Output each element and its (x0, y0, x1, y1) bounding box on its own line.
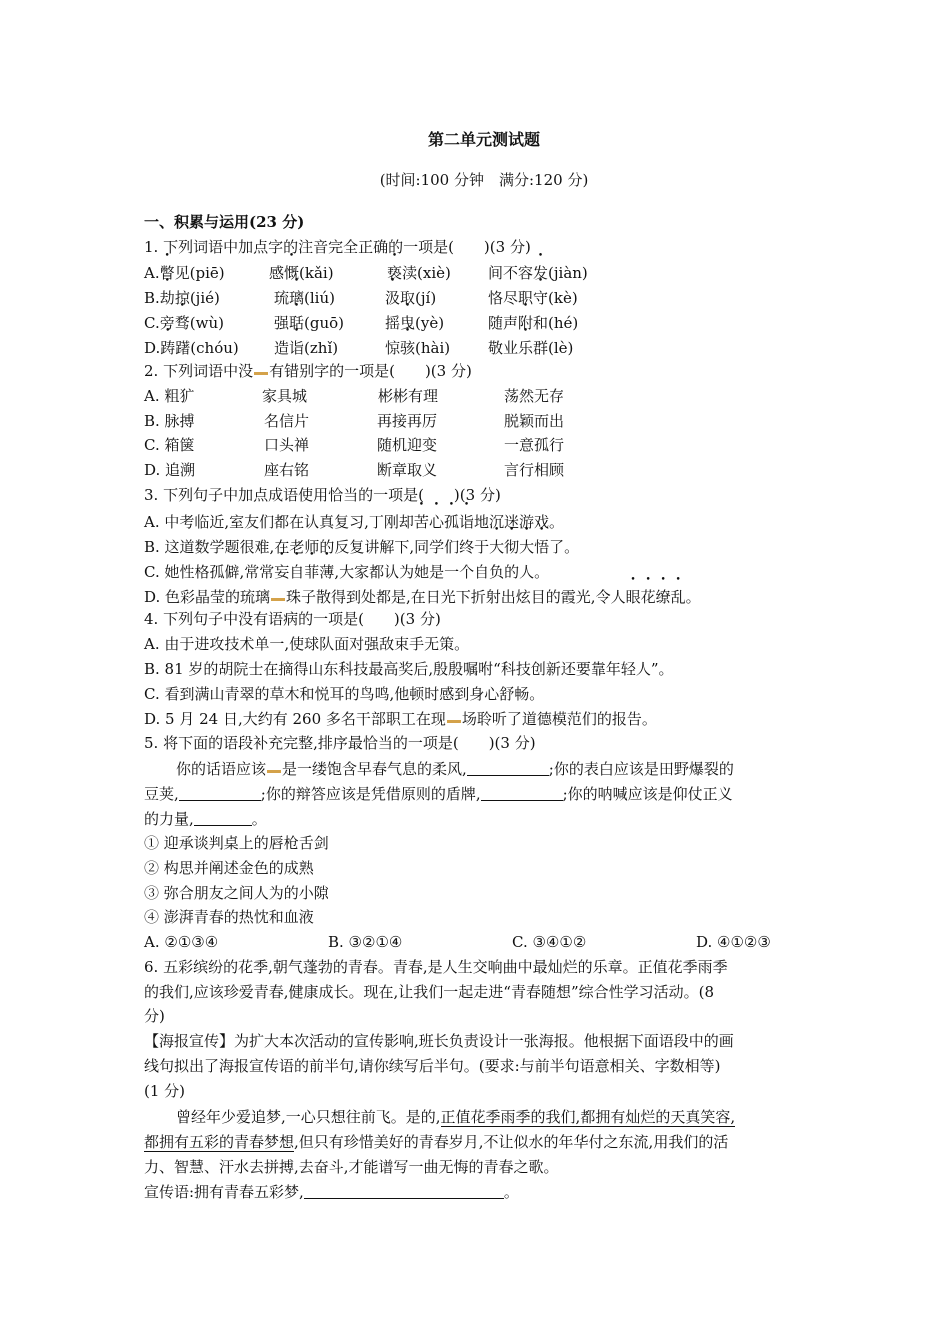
q5-passage-line-3: 的力量, 。 (144, 810, 267, 828)
q5-option-d: D. ④①②③ (696, 933, 771, 951)
answer-blank[interactable] (481, 784, 563, 801)
q2-row-c: C. 箱箧 (144, 436, 195, 454)
answer-blank[interactable] (467, 759, 549, 776)
emphasis-char: 眼 (625, 588, 641, 606)
q6-answer-line: 宣传语:拥有青春五彩梦, 。 (144, 1183, 519, 1201)
q5-option-c: C. ③④①② (512, 933, 587, 951)
answer-blank[interactable] (179, 784, 261, 801)
q6-intro-line: 6. 五彩缤纷的花季,朝气蓬勃的青春。青春,是人生交响曲中最灿烂的乐章。正值花季雨季 (144, 958, 728, 976)
q3-option-d: D. 色彩晶莹的琉璃 珠子散得到处都是,在日光下折射出炫目的霞光,令人眼花缭乱。 (144, 588, 701, 606)
q4-option-a: A. 由于进攻技术单一,使球队面对强敌束手无策。 (144, 635, 470, 653)
q2-row-b: B. 脉搏 (144, 412, 195, 430)
emphasis-char: 大 (489, 538, 505, 556)
emphasis-char: 乱 (670, 588, 686, 606)
answer-blank[interactable] (304, 1182, 504, 1199)
q6-passage-line-2: 都拥有五彩的青春梦想,但只有珍惜美好的青春岁月,不让似水的年华付之东流,用我们的活 (144, 1133, 729, 1151)
q5-stem: 5. 将下面的语段补充完整,排序最恰当的一项是( )(3 分) (144, 734, 536, 752)
q1-option-b: B.劫掠(jié) (144, 289, 220, 307)
q2-stem: 2. 下列词语中没 有错别字的一项是( )(3 分) (144, 362, 472, 380)
q1-stem: 1. 下列词语中加点字的注音完全正确的一项是( )(3 分) (144, 238, 531, 256)
q5-item: ② 构思并阐述金色的成熟 (144, 859, 314, 877)
emphasis-char: 菲 (304, 563, 320, 581)
q5-item: ③ 弥合朋友之间人为的小隙 (144, 884, 329, 902)
page-title: 第二单元测试题 (427, 130, 540, 149)
q4-option-c: C. 看到满山青翠的草木和悦耳的鸟鸣,他顿时感到身心舒畅。 (144, 685, 545, 703)
exam-page: 第二单元测试题 (时间:100 分钟 满分:120 分) 一、积累与运用(23 分) 1. 下列词语中加点字的注音完全正确的一项是( )(3 分) A.瞥见(piē) 感慨(kǎi) 亵渎(xiè) 间不容发(jiàn) B.劫掠(jié) 琉璃(liú) 汲取(jí) 恪尽职守(kè) C.旁骛(wù) 强聒(guō) 摇曳(yè) 随声附和(hé) D.踌躇(chóu) 造诣(zhǐ) 惊骇(hài) 敬业乐群(lè) 2. 下列词语中没 有错别字的一项是( )(3 分) A. 粗犷 家具城 彬彬有理 荡然无存 B. 脉搏 名信片 再接再厉 脱颖而出 C. 箱箧 口头禅 随机迎变 一意孤行 D. 追溯 座右铭 断章取义 言行相顾 3. 下列句子中加点成语使用恰当的一项是( )(3 分) A. 中考临近,室友们都在认真复习,丁刚却苦心孤诣地沉迷游戏。 B. 这道数学题很难,在老师的反复讲解下,同学们终于大彻大悟了。 C. 她性格孤僻,常常妄自菲薄,大家都认为她是一个自负的人。 D. 色彩晶莹的琉璃 珠子散得到处都是,在日光下折射出炫目的霞光,令人眼花缭乱。 4. 下列句子中没有语病的一项是( )(3 分) A. 由于进攻技术单一,使球队面对强敌束手无策。 B. 81 岁的胡院士在摘得山东科技最高奖后,殷殷嘱咐“科技创新还要靠年轻人”。 C. 看到满山青翠的草木和悦耳的鸟鸣,他顿时感到身心舒畅。 D. 5 月 24 日,大约有 260 多名干部职工在现 场聆听了道德模范们的报告。 5. 将下面的语段补充完整,排序最恰当的一项是( )(3 分) 你的话语应该 是一缕饱含早春气息的柔风, ;你的表白应该是田野爆裂的 豆荚, ;你的辩答应该是凭借原则的盾牌, ;你的呐喊应该是仰仗正义 的力量, 。 ① 迎承谈判桌上的唇枪舌剑 ② 构思并阐述金色的成熟 ③ 弥合朋友之间人为的小隙 ④ 澎湃青春的热忱和血液 A. ②①③④ B. ③②①④ C. ③④①② D. ④①②③ 6. 五彩缤纷的花季,朝气蓬勃的青春。青春,是人生交响曲中最灿烂的乐章。正值花季雨季 的我们,应该珍爱青春,健康成长。现在,让我们一起走进“青春随想”综合性学习活动。(8 分) 【海报宣传】为扩大本次活动的宣传影响,班长负责设计一张海报。他根据下面语段中的画 线句拟出了海报宣传语的前半句,请你续写后半句。(要求:与前半句语意相关、字数相等) (1 分) 曾经年少爱追梦,一心只想往前飞。是的,正值花季雨季的我们,都拥有灿烂的天真笑容, 都拥有五彩的青春梦想,但只有珍惜美好的青春岁月,不让似水的年华付之东流,用我们的活 力、智慧、汗水去拼搏,去奋斗,才能谱写一曲无悔的青春之歌。 宣传语:拥有青春五彩梦, 。 (0, 0, 950, 1344)
section-heading: 一、积累与运用(23 分) (144, 213, 305, 231)
emphasis-char: 诣 (458, 513, 474, 531)
emphasis-char: 妄 (274, 563, 290, 581)
emphasis-char: 苦 (413, 513, 429, 531)
q1-option-d: D.踌躇(chóu) (144, 339, 239, 357)
q5-option-a: A. ②①③④ (144, 933, 219, 951)
emphasis-char: 大 (519, 538, 535, 556)
emphasis-char: 薄 (319, 563, 335, 581)
q4-option-d: D. 5 月 24 日,大约有 260 多名干部职工在现 场聆听了道德模范们的报告。 (144, 710, 657, 728)
q2-row-d: D. 追溯 (144, 461, 196, 479)
q3-option-a: A. 中考临近,室友们都在认真复习,丁刚却苦心孤诣地沉迷游戏。 (144, 513, 564, 531)
emphasis-char: 孤 (443, 513, 459, 531)
q6-task-line: 线句拟出了海报宣传语的前半句,请你续写后半句。(要求:与前半句语意相关、字数相等) (144, 1057, 721, 1075)
q3-option-c: C. 她性格孤僻,常常妄自菲薄,大家都认为她是一个自负的人。 (144, 563, 550, 581)
page-subtitle: (时间:100 分钟 满分:120 分) (379, 171, 589, 189)
q5-item: ① 迎承谈判桌上的唇枪舌剑 (144, 834, 329, 852)
q6-task-line: 【海报宣传】为扩大本次活动的宣传影响,班长负责设计一张海报。他根据下面语段中的画 (144, 1032, 734, 1050)
q4-stem: 4. 下列句子中没有语病的一项是( )(3 分) (144, 610, 441, 628)
emphasis-char: 缭 (655, 588, 671, 606)
q5-passage-line-1: 你的话语应该 是一缕饱含早春气息的柔风, ;你的表白应该是田野爆裂的 (176, 760, 734, 778)
q3-stem: 3. 下列句子中加点成语使用恰当的一项是( )(3 分) (144, 486, 501, 504)
q6-passage-line-3: 力、智慧、汗水去拼搏,去奋斗,才能谱写一曲无悔的青春之歌。 (144, 1158, 559, 1176)
q5-item: ④ 澎湃青春的热忱和血液 (144, 908, 314, 926)
q6-task-line: (1 分) (144, 1082, 186, 1100)
emphasis-char: 彻 (504, 538, 520, 556)
emphasis-char: 悟 (534, 538, 550, 556)
q6-passage-line-1: 曾经年少爱追梦,一心只想往前飞。是的,正值花季雨季的我们,都拥有灿烂的天真笑容, (176, 1108, 736, 1126)
q5-passage-line-2: 豆荚, ;你的辩答应该是凭借原则的盾牌, ;你的呐喊应该是仰仗正义 (144, 785, 733, 803)
emphasis-char: 花 (640, 588, 656, 606)
q2-row-a: A. 粗犷 (144, 387, 195, 405)
q6-intro-line: 的我们,应该珍爱青春,健康成长。现在,让我们一起走进“青春随想”综合性学习活动。(8 (144, 983, 715, 1001)
q1-option-a: A.瞥见(piē) (144, 264, 225, 282)
q6-intro-line: 分) (144, 1007, 165, 1025)
emphasis-char: 心 (428, 513, 444, 531)
emphasis-char: 自 (289, 563, 305, 581)
q3-option-b: B. 这道数学题很难,在老师的反复讲解下,同学们终于大彻大悟了。 (144, 538, 580, 556)
q1-option-c: C.旁骛(wù) (144, 314, 224, 332)
answer-blank[interactable] (194, 809, 252, 826)
q4-option-b: B. 81 岁的胡院士在摘得山东科技最高奖后,殷殷嘱咐“科技创新还要靠年轻人”。 (144, 660, 674, 678)
q5-option-b: B. ③②①④ (328, 933, 403, 951)
